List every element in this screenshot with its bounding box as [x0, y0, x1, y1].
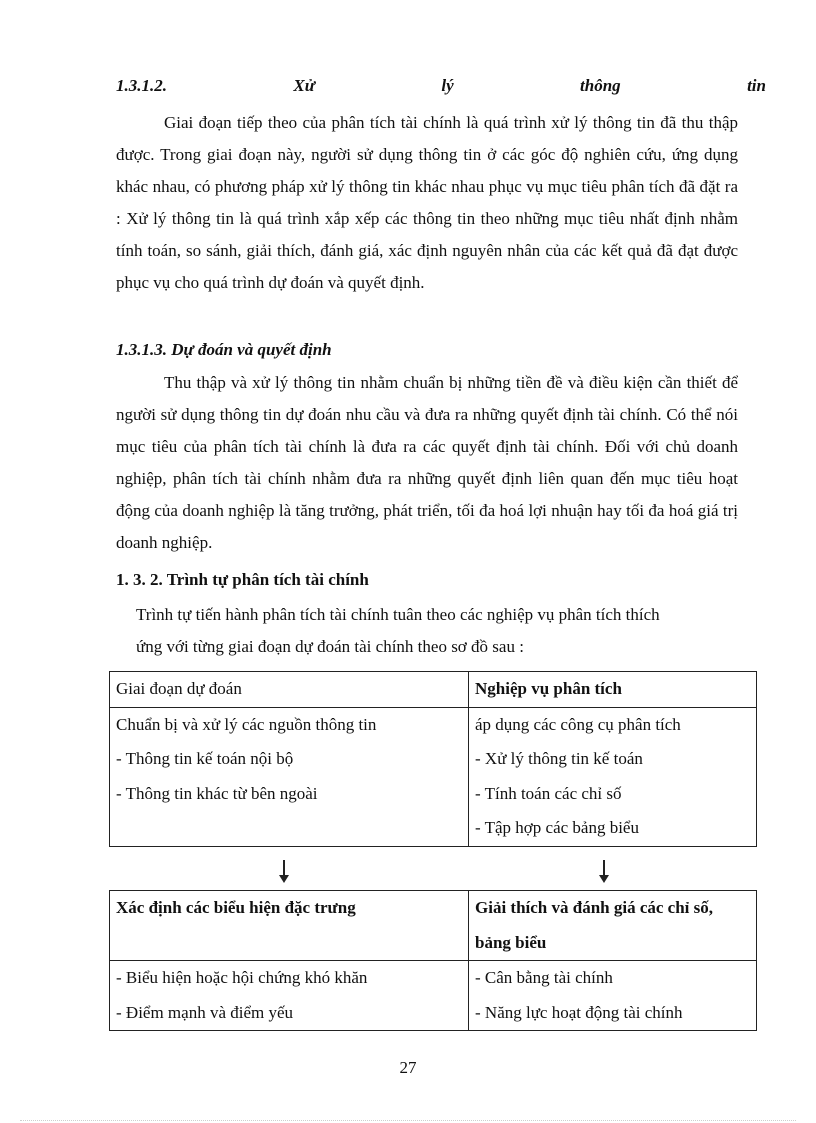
- table-row: [110, 707, 757, 846]
- list-item: - Cân bằng tài chính: [475, 968, 613, 987]
- table-row: [110, 961, 757, 1031]
- table-header-analysis-operation: Nghiệp vụ phân tích: [469, 672, 757, 708]
- analysis-table-stage-2: [109, 890, 757, 1031]
- cell-title: áp dụng các công cụ phân tích: [475, 714, 681, 734]
- list-item: - Xử lý thông tin kế toán: [475, 749, 643, 768]
- list-item: - Tập hợp các bảng biểu: [475, 818, 639, 837]
- page-number: 27: [399, 1058, 417, 1077]
- cell-title: Chuẩn bị và xử lý các nguồn thông tin: [116, 714, 377, 734]
- down-arrow-icon: [598, 860, 610, 884]
- down-arrow-icon: [278, 860, 290, 884]
- table-cell-left: [110, 961, 469, 1031]
- table-cell-left: [110, 891, 469, 961]
- list-item: - Năng lực hoạt động tài chính: [475, 1002, 683, 1022]
- section-heading-1-3-1-3: 1.3.1.3. Dự đoán và quyết định: [116, 340, 332, 359]
- section-heading-1-3-1-2: [116, 76, 766, 96]
- paragraph-forecast-decision: Thu thập và xử lý thông tin nhằm chuẩn bị những tiền đề và điều kiện cần thiết để người sử dụng thông tin dự đoán nhu cầu và đưa ra những quyết định tài chính. Có thể nói mục tiêu của phân tích tài chính là đưa ra các quyết định tài chính. Đối với chủ doanh nghiệp, phân tích tài chính nhằm đưa ra những quyết định liên quan đến mục tiêu hoạt động của doanh nghiệp là tăng trưởng, phát triển, tối đa hoá lợi nhuận hay tối đa hoá giá trị doanh nghiệp.: [116, 373, 738, 552]
- table-header-forecast-stage: Giai đoạn dự đoán: [110, 672, 469, 708]
- heading-number: 1.3.1.2.: [116, 76, 167, 95]
- heading-word: thông: [580, 76, 621, 95]
- paragraph-information-processing: Giai đoạn tiếp theo của phân tích tài chính là quá trình xử lý thông tin đã thu thập được. Trong giai đoạn này, người sử dụng thông tin ở các góc độ nghiên cứu, ứng dụng khác nhau, có phương pháp xử lý thông tin khác nhau phục vụ mục tiêu phân tích đã đặt ra : Xử lý thông tin là quá trình xắp xếp các thông tin theo những mục tiêu nhất định nhằm tính toán, so sánh, giải thích, đánh giá, xác định nguyên nhân của các kết quả đã đạt được phục vụ cho quá trình dự đoán và quyết định.: [116, 113, 738, 292]
- table-cell-right: [469, 707, 757, 846]
- section-heading-1-3-2: 1. 3. 2. Trình tự phân tích tài chính: [116, 570, 369, 589]
- heading-word: lý: [441, 76, 454, 95]
- heading-word: Xử: [293, 76, 315, 95]
- cell-title: bảng biểu: [475, 932, 547, 952]
- intro-line-1: Trình tự tiến hành phân tích tài chính tuân theo các nghiệp vụ phân tích thích: [136, 605, 660, 624]
- cell-title: Giải thích và đánh giá các chỉ số,: [475, 898, 714, 917]
- list-item: - Biểu hiện hoặc hội chứng khó khăn: [116, 968, 368, 987]
- heading-word: tin: [747, 76, 766, 95]
- page-bottom-divider: [20, 1120, 796, 1121]
- analysis-table-stage-1: [109, 671, 757, 847]
- table-cell-right: [469, 891, 757, 961]
- intro-line-2: ứng với từng giai đoạn dự đoán tài chính theo sơ đồ sau :: [136, 637, 524, 656]
- cell-title: Xác định các biểu hiện đặc trưng: [116, 898, 356, 917]
- list-item: - Thông tin khác từ bên ngoài: [116, 783, 318, 803]
- table-row: [110, 891, 757, 961]
- table-header-row: [110, 672, 757, 708]
- table-cell-left: [110, 707, 469, 846]
- table-cell-right: [469, 961, 757, 1031]
- list-item: - Tính toán các chỉ số: [475, 783, 622, 803]
- list-item: - Điểm mạnh và điểm yếu: [116, 1002, 294, 1022]
- list-item: - Thông tin kế toán nội bộ: [116, 749, 294, 768]
